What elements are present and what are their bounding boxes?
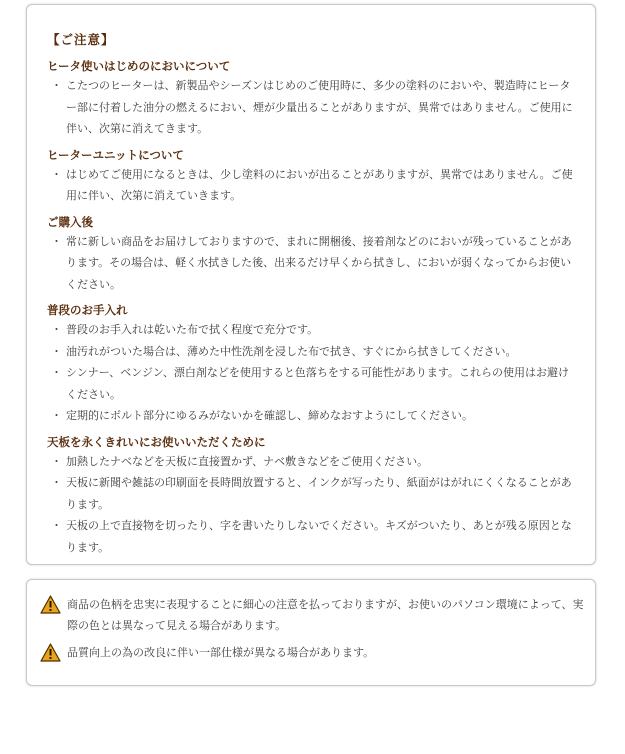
section-heading: 普段のお手入れ	[47, 303, 128, 317]
list-item: ・ 常に新しい商品をお届けしておりますので、まれに開梱後、接着剤などのにおいが残っていることがあります。その場合は、軽く水拭きした後、出来るだけ早くから拭きし、においが弱くなってからお使いください。	[53, 231, 577, 296]
section-heading: 天板を永くきれいにお使いいただくために	[47, 434, 266, 449]
list-item: ・ 油汚れがついた場合は、薄めた中性洗剤を浸した布で拭き、すぐにから拭きしてください。	[53, 341, 577, 363]
section-heading: ヒータ使いはじめのにおいについて	[47, 59, 231, 73]
section-list	[47, 75, 577, 140]
list-item: ・ シンナー、ベンジン、漂白剤などを使用すると色落ちをする可能性があります。これらの使用はお避けください。	[53, 362, 577, 405]
notice-sections	[47, 57, 577, 558]
notice-section	[47, 146, 577, 207]
list-item: ・ 加熱したナベなどを天板に直接置かず、ナベ敷きなどをご使用ください。	[53, 451, 577, 473]
list-item: ・ 天板の上で直接物を切ったり、字を書いたりしないでください。キズがついたり、あとが残る原因となります。	[53, 515, 577, 558]
section-list	[47, 319, 577, 427]
list-item: ・ 普段のお手入れは乾いた布で拭く程度で充分です。	[53, 319, 577, 341]
list-item: ・ 定期的にボルト部分にゆるみがないかを確認し、締めなおすようにしてください。	[53, 405, 577, 427]
list-item: ・ はじめてご使用になるときは、少し塗料のにおいが出ることがありますが、異常ではありません。ご使用に伴い、次第に消えていきます。	[53, 164, 577, 207]
section-list	[47, 451, 577, 559]
warning-triangle-icon	[40, 595, 61, 614]
section-heading: ご購入後	[47, 214, 93, 229]
warning-triangle-icon	[40, 643, 61, 662]
caution-item	[40, 642, 585, 663]
caution-panel	[26, 579, 596, 686]
section-list	[47, 231, 577, 296]
notice-section	[47, 301, 577, 427]
notice-panel	[26, 4, 596, 565]
notice-title: 【ご注意】	[47, 32, 115, 47]
list-item: ・ こたつのヒーターは、新製品やシーズンはじめのご使用時に、多少の塗料のにおいや、製造時にヒーター部に付着した油分の燃えるにおい、煙が少量出ることがありますが、異常ではありません。ご使用に伴い、次第に消えてきます。	[53, 75, 577, 140]
list-item: ・ 天板に新聞や雑誌の印刷面を長時間放置すると、インクが写ったり、紙面がはがれにくくなることがあります。	[53, 472, 577, 515]
caution-item	[40, 594, 585, 636]
notice-section	[47, 57, 577, 140]
notice-section	[47, 433, 577, 559]
section-heading: ヒーターユニットについて	[47, 147, 184, 162]
caution-text: 品質向上の為の改良に伴い一部仕様が異なる場合があります。	[67, 646, 375, 659]
section-list	[47, 164, 577, 207]
caution-list	[40, 594, 585, 663]
caution-text: 商品の色柄を忠実に表現することに細心の注意を払っておりますが、お使いのパソコン環境によって、実際の色とは異なって見える場合があります。	[67, 598, 584, 632]
notice-section	[47, 213, 577, 296]
